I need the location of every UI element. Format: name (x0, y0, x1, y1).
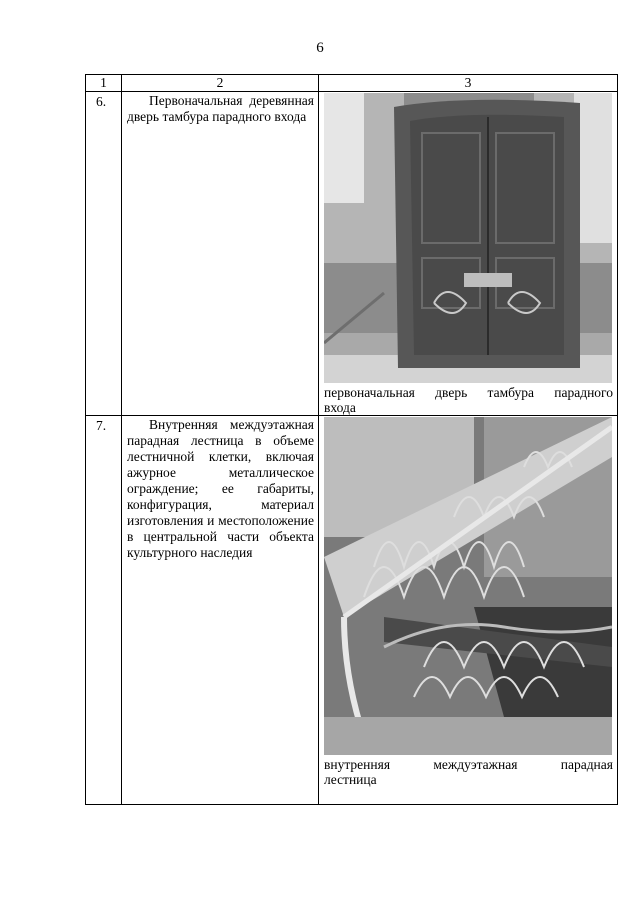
row-number: 6. (86, 92, 122, 416)
header-col-3: 3 (319, 75, 618, 92)
photo-caption: внутренняя междуэтажная парадная лестница (324, 757, 613, 787)
photo-cell (319, 416, 618, 805)
page-number: 6 (316, 40, 324, 56)
table-row (86, 416, 618, 805)
photo-caption: первоначальная дверь тамбура парадного входа (324, 385, 613, 415)
door-photo-icon (324, 93, 612, 383)
staircase-photo-icon (324, 417, 612, 755)
row-number: 7. (86, 416, 122, 805)
header-col-1: 1 (86, 75, 122, 92)
description-text: Внутренняя междуэтажная парадная лестница в объеме лестничной клетки, включая ажурное металлическое ограждение; ее габариты, конфигурация, материал изготовления и местоположение в центральной части объекта культурного наследия (127, 417, 314, 560)
monument-features-table (85, 74, 618, 805)
description-text: Первоначальная деревянная дверь тамбура парадного входа (127, 93, 314, 124)
row-description (122, 416, 319, 805)
photo-cell (319, 92, 618, 416)
header-col-2: 2 (122, 75, 319, 92)
table-header-row (86, 75, 618, 92)
row-description (122, 92, 319, 416)
table-row (86, 92, 618, 416)
